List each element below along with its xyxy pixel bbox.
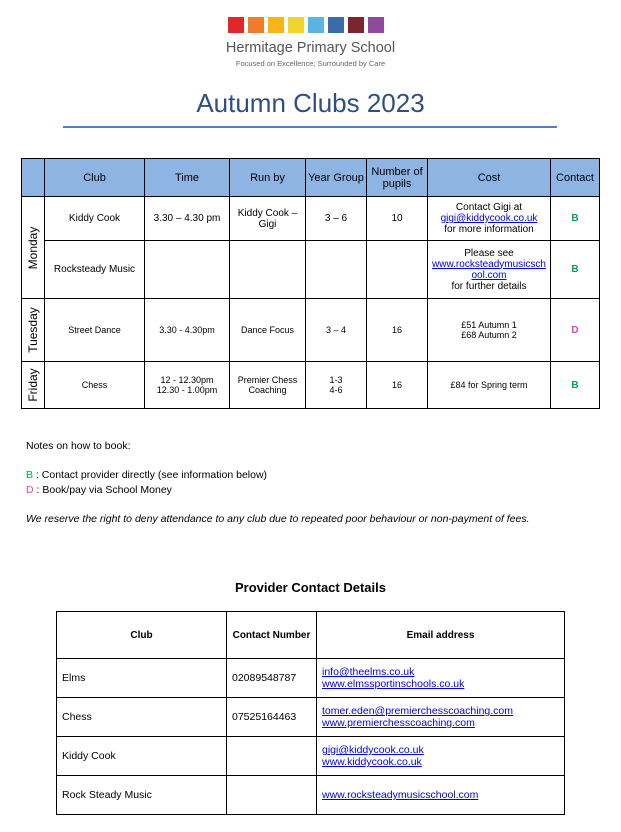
time-cell: 3.30 – 4.30 pm: [145, 197, 230, 241]
year-text: 1-3: [329, 375, 343, 385]
provider-links: [317, 737, 565, 776]
cost-cell: £84 for Spring term: [428, 362, 551, 409]
cost-text: Please see: [464, 247, 514, 259]
logo-square: [248, 17, 264, 33]
table-row: [22, 299, 600, 362]
email-link[interactable]: gigi@kiddycook.co.uk: [440, 213, 538, 224]
time-cell: [145, 241, 230, 299]
club-cell: Rocksteady Music: [45, 241, 145, 299]
year-text: 4-6: [329, 385, 343, 395]
time-text: 12.30 - 1.00pm: [156, 385, 218, 395]
header-cell: Year Group: [306, 159, 367, 197]
logo-square: [368, 17, 384, 33]
table-row: [57, 698, 565, 737]
logo-square: [268, 17, 284, 33]
time-cell: 3.30 - 4.30pm: [145, 299, 230, 362]
table-row: [22, 362, 600, 409]
provider-number: 02089548787: [227, 659, 317, 698]
logo-square: [228, 17, 244, 33]
provider-links: [317, 659, 565, 698]
page-title: Autumn Clubs 2023: [196, 88, 425, 118]
time-text: 12 - 12.30pm: [160, 375, 214, 385]
cost-text: for more information: [444, 224, 534, 235]
note-d-text: : Book/pay via School Money: [33, 484, 172, 496]
pupils-cell: 10: [367, 197, 428, 241]
d-code-label: D: [26, 484, 34, 496]
logo-square: [288, 17, 304, 33]
club-cell: Street Dance: [45, 299, 145, 362]
cost-cell: [428, 241, 551, 299]
cost-text: for further details: [451, 280, 527, 292]
website-link[interactable]: www.rocksteadymusicschool.com: [432, 258, 546, 281]
pupils-cell: 16: [367, 362, 428, 409]
header-cell: Number of pupils: [367, 159, 428, 197]
providers-table: [56, 611, 565, 815]
notes-heading: Notes on how to book:: [26, 440, 131, 452]
header-cell: Contact: [551, 159, 600, 197]
school-tagline: Focused on Excellence; Surrounded by Care: [235, 59, 386, 68]
day-label: Friday: [26, 368, 40, 402]
cost-cell: [428, 197, 551, 241]
cost-cell: [428, 299, 551, 362]
note-b: [26, 469, 267, 481]
day-cell: [22, 197, 45, 299]
contact-code: B: [551, 362, 600, 409]
year-group-cell: 3 – 6: [306, 197, 367, 241]
pupils-cell: [367, 241, 428, 299]
table-row: [22, 241, 600, 299]
header-cell: Time: [145, 159, 230, 197]
email-link[interactable]: gigi@kiddycook.co.uk: [322, 744, 424, 756]
logo-square: [308, 17, 324, 33]
header-cell: Contact Number: [227, 612, 317, 659]
header-cell: Club: [57, 612, 227, 659]
day-label: Tuesday: [26, 307, 40, 353]
website-link[interactable]: www.premierchesscoaching.com: [322, 717, 475, 729]
year-group-cell: 3 – 4: [306, 299, 367, 362]
year-group-cell: [306, 241, 367, 299]
note-d: [26, 484, 172, 496]
run-by-cell: Premier Chess Coaching: [230, 362, 306, 409]
table-row: [22, 197, 600, 241]
header-cell: Club: [45, 159, 145, 197]
b-code-label: B: [26, 469, 34, 481]
club-cell: Kiddy Cook: [45, 197, 145, 241]
day-cell: [22, 299, 45, 362]
run-by-cell: [230, 241, 306, 299]
provider-club: Elms: [57, 659, 227, 698]
provider-section-title: Provider Contact Details: [235, 580, 386, 595]
cost-text: Contact Gigi at: [455, 202, 523, 213]
provider-links: [317, 776, 565, 815]
provider-number: [227, 737, 317, 776]
table-header-row: [22, 159, 600, 197]
note-b-text: : Contact provider directly (see information below): [33, 469, 268, 481]
logo-square: [328, 17, 344, 33]
table-row: [57, 737, 565, 776]
table-row: [57, 659, 565, 698]
website-link[interactable]: www.kiddycook.co.uk: [322, 756, 422, 768]
disclaimer: We reserve the right to deny attendance to any club due to repeated poor behaviour or non-payment of fees.: [26, 513, 530, 525]
header-cell: Run by: [230, 159, 306, 197]
pupils-cell: 16: [367, 299, 428, 362]
contact-code: B: [551, 197, 600, 241]
cost-text: £68 Autumn 2: [461, 330, 517, 340]
email-link[interactable]: tomer.eden@premierchesscoaching.com: [322, 705, 513, 717]
contact-code: B: [551, 241, 600, 299]
logo-square: [348, 17, 364, 33]
run-by-cell: Dance Focus: [230, 299, 306, 362]
provider-club: Rock Steady Music: [57, 776, 227, 815]
header-cell: Email address: [317, 612, 565, 659]
school-name: Hermitage Primary School: [225, 40, 396, 56]
header-cell: Cost: [428, 159, 551, 197]
website-link[interactable]: www.elmssportinschools.co.uk: [322, 678, 465, 690]
contact-code: D: [551, 299, 600, 362]
cost-text: £51 Autumn 1: [461, 320, 517, 330]
header-cell: [22, 159, 45, 197]
table-row: [57, 776, 565, 815]
provider-number: [227, 776, 317, 815]
provider-club: Chess: [57, 698, 227, 737]
year-group-cell: [306, 362, 367, 409]
day-cell: [22, 362, 45, 409]
provider-number: 07525164463: [227, 698, 317, 737]
provider-club: Kiddy Cook: [57, 737, 227, 776]
provider-links: [317, 698, 565, 737]
email-link[interactable]: info@theelms.co.uk: [322, 666, 415, 678]
table-header-row: [57, 612, 565, 659]
time-cell: [145, 362, 230, 409]
day-label: Monday: [26, 226, 40, 269]
school-logo: [228, 17, 384, 33]
clubs-table: [21, 158, 600, 409]
website-link[interactable]: www.rocksteadymusicschool.com: [322, 789, 479, 801]
club-cell: Chess: [45, 362, 145, 409]
run-by-cell: Kiddy Cook – Gigi: [230, 197, 306, 241]
title-divider: [63, 126, 557, 128]
